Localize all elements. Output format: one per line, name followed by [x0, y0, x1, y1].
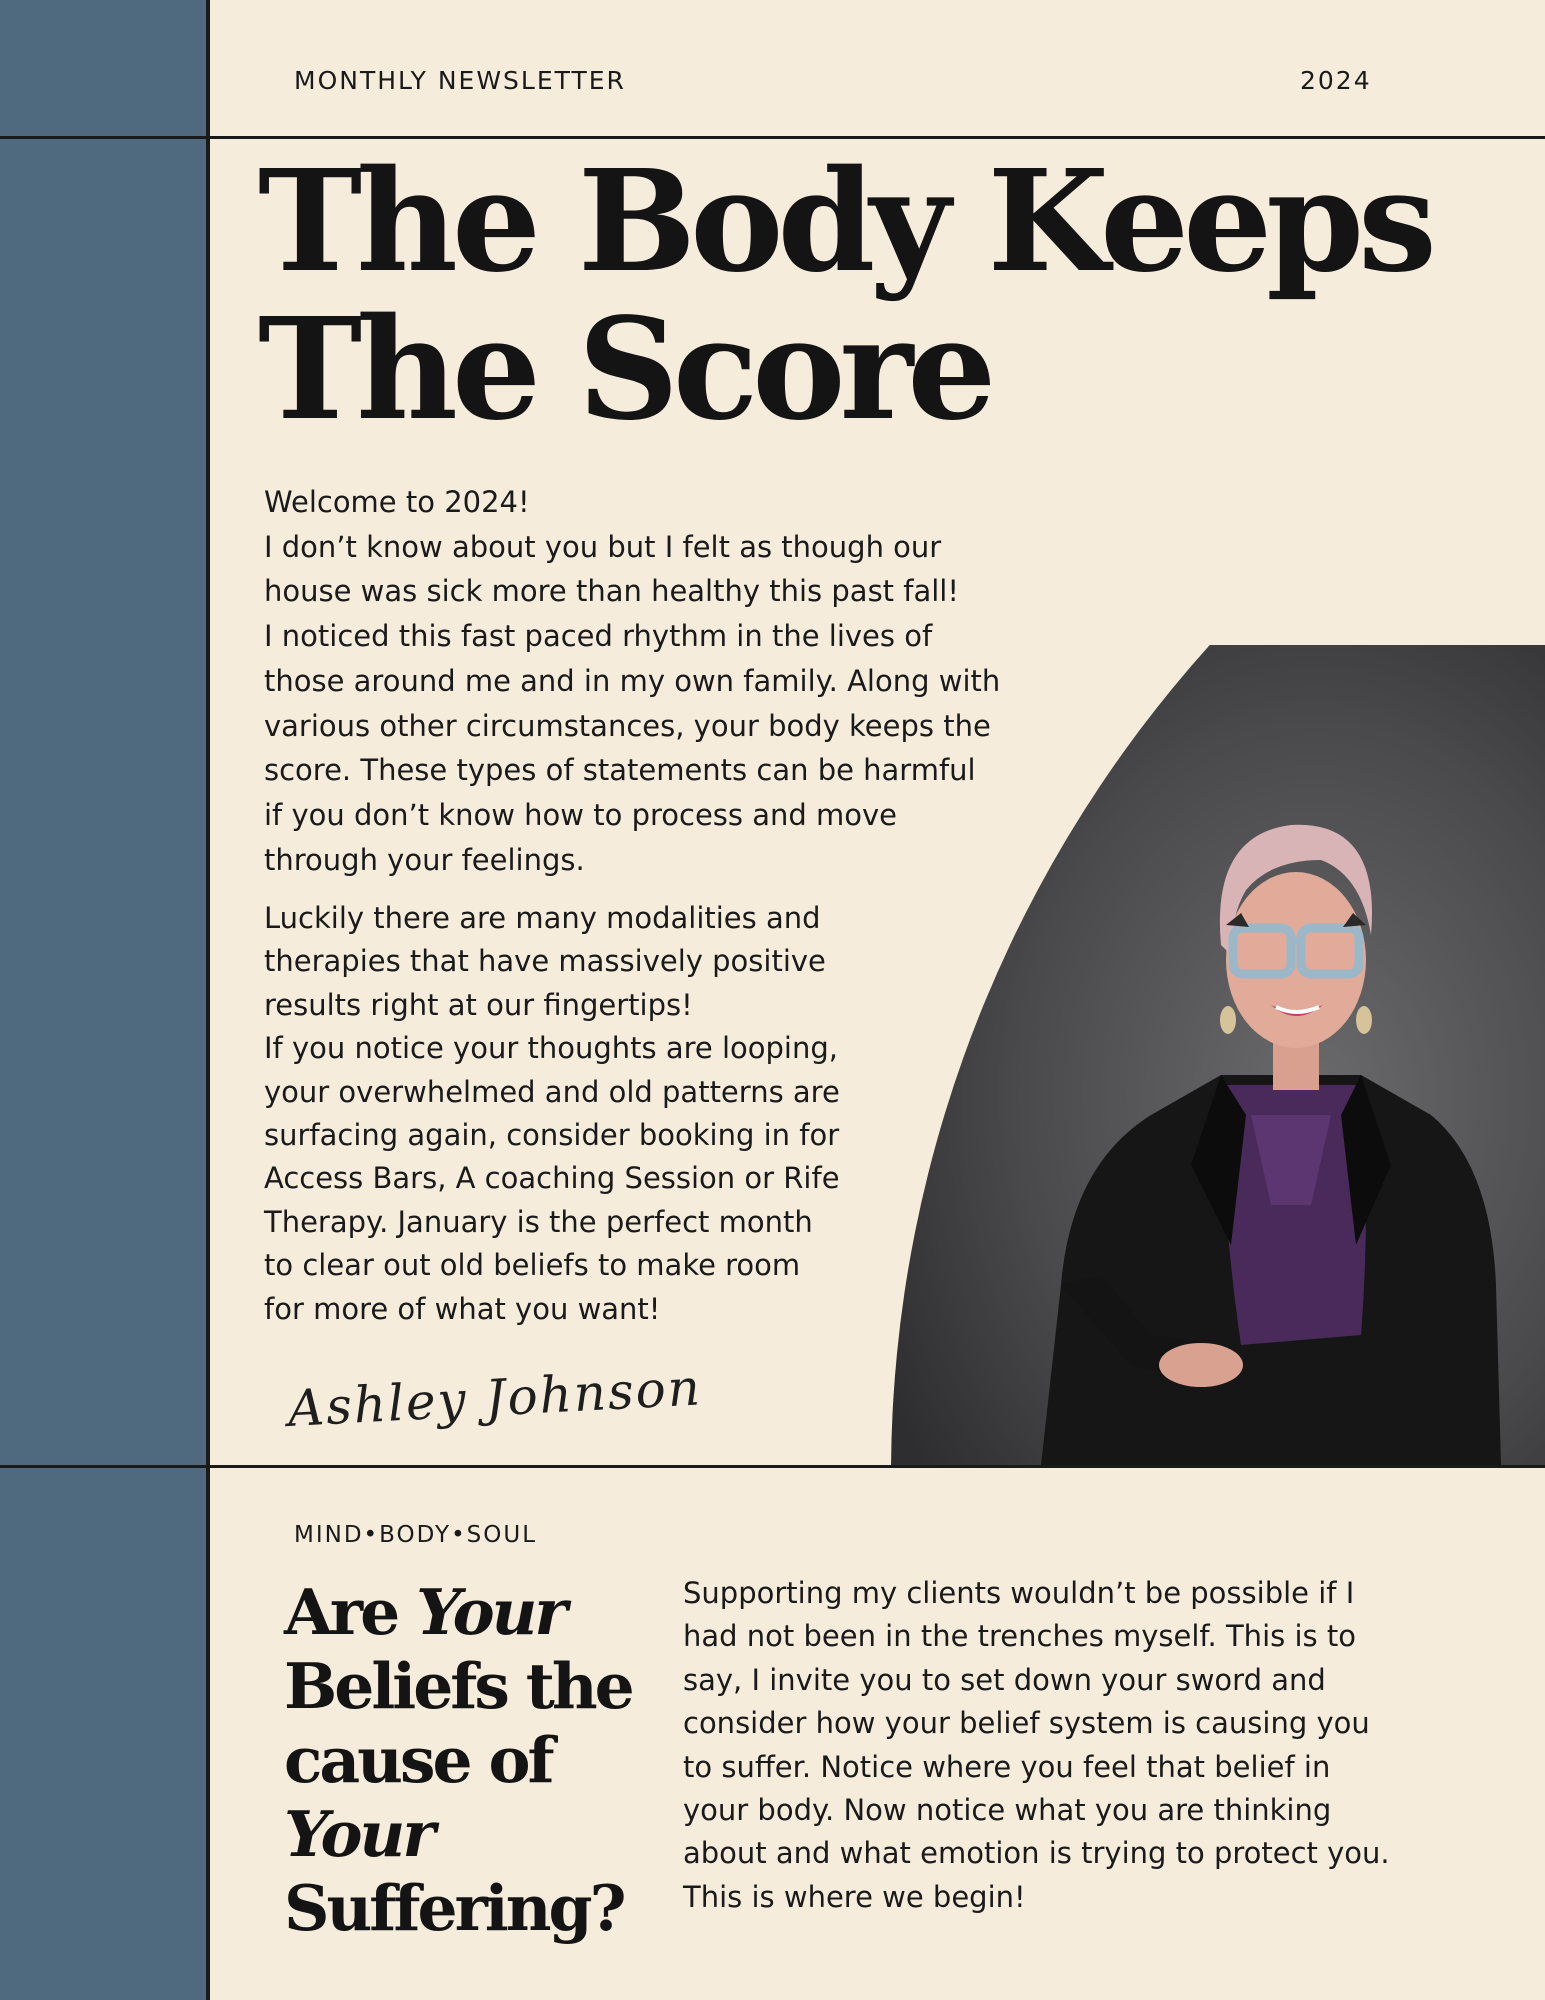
modalities-line: Luckily there are many modalities and	[264, 901, 821, 935]
section-line: had not been in the trenches myself. This is to	[683, 1619, 1356, 1654]
heading-line-1	[284, 1575, 684, 1649]
section-line: This is where we begin!	[683, 1879, 1026, 1914]
section-line: consider how your belief system is causing you	[683, 1706, 1370, 1741]
section-body-text	[683, 1572, 1503, 1919]
intro-line: Welcome to 2024!	[264, 485, 530, 519]
modalities-line: results right at our fingertips!	[264, 987, 693, 1022]
sidebar-band	[0, 0, 210, 2000]
heading-line-3: cause of	[284, 1723, 552, 1797]
heading-line-2: Beliefs the	[284, 1649, 632, 1723]
modalities-line: therapies that have massively positive	[264, 944, 826, 979]
intro-line: various other circumstances, your body keeps the	[264, 708, 991, 743]
intro-line: I don’t know about you but I felt as though our	[264, 529, 942, 564]
portrait-illustration	[891, 645, 1545, 1465]
title-line-2: The Score	[258, 288, 991, 452]
modalities-line: for more of what you want!	[264, 1291, 661, 1326]
section-heading	[284, 1575, 684, 1945]
author-signature: Ashley Johnson	[286, 1358, 704, 1438]
heading-line-4	[284, 1797, 684, 1871]
section-label: MIND•BODY•SOUL	[294, 1522, 538, 1548]
section-line: your body. Now notice what you are thinking	[683, 1793, 1332, 1828]
portrait-photo	[891, 645, 1545, 1465]
intro-line: I noticed this fast paced rhythm in the lives of	[264, 619, 933, 654]
intro-line: through your feelings.	[264, 842, 585, 877]
modalities-line: your overwhelmed and old patterns are	[264, 1074, 840, 1109]
intro-line: score. These types of statements can be harmful	[264, 753, 976, 788]
heading-word-are: Are	[284, 1575, 417, 1649]
section-line: say, I invite you to set down your sword and	[683, 1662, 1326, 1697]
section-line: to suffer. Notice where you feel that belief in	[683, 1749, 1331, 1784]
title-line-1: The Body Keeps	[258, 140, 1431, 304]
modalities-line: Therapy. January is the perfect month	[264, 1204, 813, 1239]
modalities-line: to clear out old beliefs to make room	[264, 1248, 801, 1283]
modalities-line: surfacing again, consider booking in for	[264, 1118, 840, 1153]
modalities-line: If you notice your thoughts are looping,	[264, 1031, 838, 1066]
section-line: Supporting my clients wouldn’t be possible if I	[683, 1576, 1355, 1610]
heading-line-5: Suffering?	[284, 1871, 624, 1945]
top-divider	[0, 136, 1545, 139]
heading-word-your: Your	[416, 1575, 565, 1649]
intro-line: those around me and in my own family. Along with	[264, 663, 1001, 698]
modalities-line: Access Bars, A coaching Session or Rife	[264, 1161, 840, 1196]
newsletter-label: MONTHLY NEWSLETTER	[294, 66, 626, 95]
newsletter-year: 2024	[1300, 66, 1372, 95]
heading-word-your-2: Your	[284, 1797, 433, 1871]
modalities-text	[264, 897, 904, 1331]
page-title	[258, 140, 1458, 452]
intro-line: house was sick more than healthy this past fall!	[264, 574, 959, 609]
mid-divider	[0, 1465, 1545, 1468]
section-line: about and what emotion is trying to protect you.	[683, 1836, 1390, 1871]
intro-line: if you don’t know how to process and move	[264, 797, 898, 832]
